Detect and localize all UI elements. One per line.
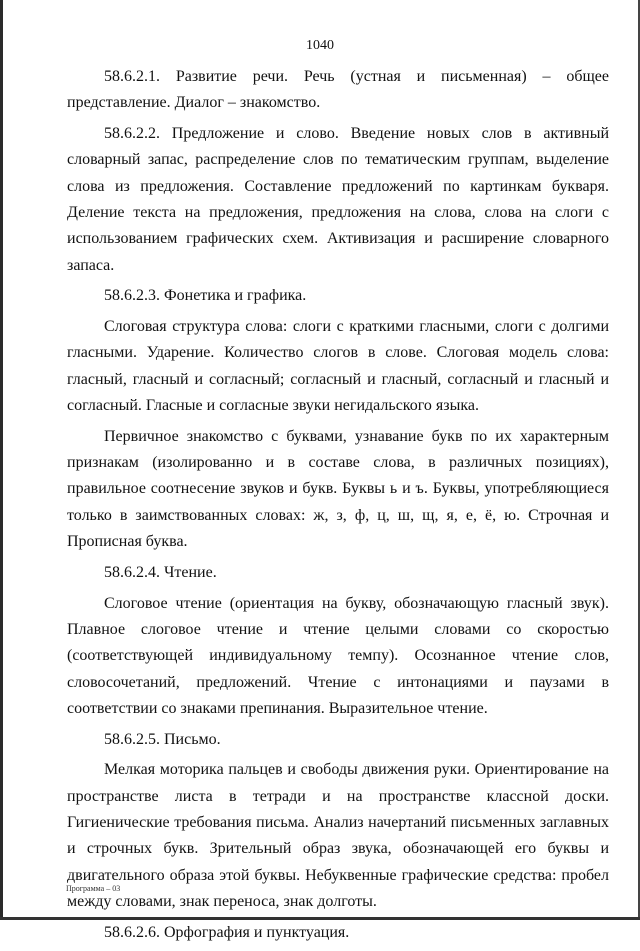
heading-writing: 58.6.2.5. Письмо.	[104, 730, 221, 748]
paragraph-writing: Мелкая моторика пальцев и свободы движения руки. Ориентирование на пространстве листа в тетради и на пространстве классной доски. Гигиенические требования письма. Анализ начертаний письменных заглавных и строчных букв. Зрительный образ звука, обозначающей его буквы и двигательного образа этой буквы. Небуквенные графические средства: пробел между словами, знак переноса, знак долготы.	[67, 761, 609, 910]
paragraph-sentence-and-word: 58.6.2.2. Предложение и слово. Введение новых слов в активный словарный запас, распределение слов по тематическим группам, выделение слова из предложения. Составление предложений по картинкам букваря. Деление текста на предложения, предложения на слова, слова на слоги с использованием графических схем. Активизация и расширение словарного запаса.	[67, 125, 609, 274]
heading-reading: 58.6.2.4. Чтение.	[104, 563, 217, 581]
page-number: 1040	[306, 38, 334, 53]
paragraph-letters-intro: Первичное знакомство с буквами, узнавание букв по их характерным признакам (изолированно и в составе слова, в различных позициях), правильное соотнесение звуков и букв. Буквы ь и ъ. Буквы, употребляющиеся только в заимствованных словах: ж, з, ф, ц, ш, щ, я, е, ё, ю. Строчная и Прописная буква.	[67, 427, 609, 551]
document-body	[67, 64, 609, 951]
paragraph-speech-development: 58.6.2.1. Развитие речи. Речь (устная и письменная) – общее представление. Диалог – знакомство.	[67, 68, 609, 112]
paragraph-syllable-structure: Слоговая структура слова: слоги с краткими гласными, слоги с долгими гласными. Ударение. Количество слогов в слове. Слоговая модель слова: гласный, гласный и согласный; согласный и гласный, согласный и гласный и согласный. Гласные и согласные звуки негидальского языка.	[67, 318, 609, 415]
heading-phonetics-graphics: 58.6.2.3. Фонетика и графика.	[104, 287, 307, 305]
scan-edge-left	[0, 0, 3, 920]
footer-label: Программа – 03	[66, 884, 121, 893]
paragraph-reading: Слоговое чтение (ориентация на букву, обозначающую гласный звук). Плавное слоговое чтение и чтение целыми словами со скоростью (соответствующей индивидуальному темпу). Осознанное чтение слов, словосочетаний, предложений. Чтение с интонациями и паузами в соответствии со знаками препинания. Выразительное чтение.	[67, 594, 609, 717]
heading-orthography-punctuation: 58.6.2.6. Орфография и пунктуация.	[104, 923, 350, 941]
